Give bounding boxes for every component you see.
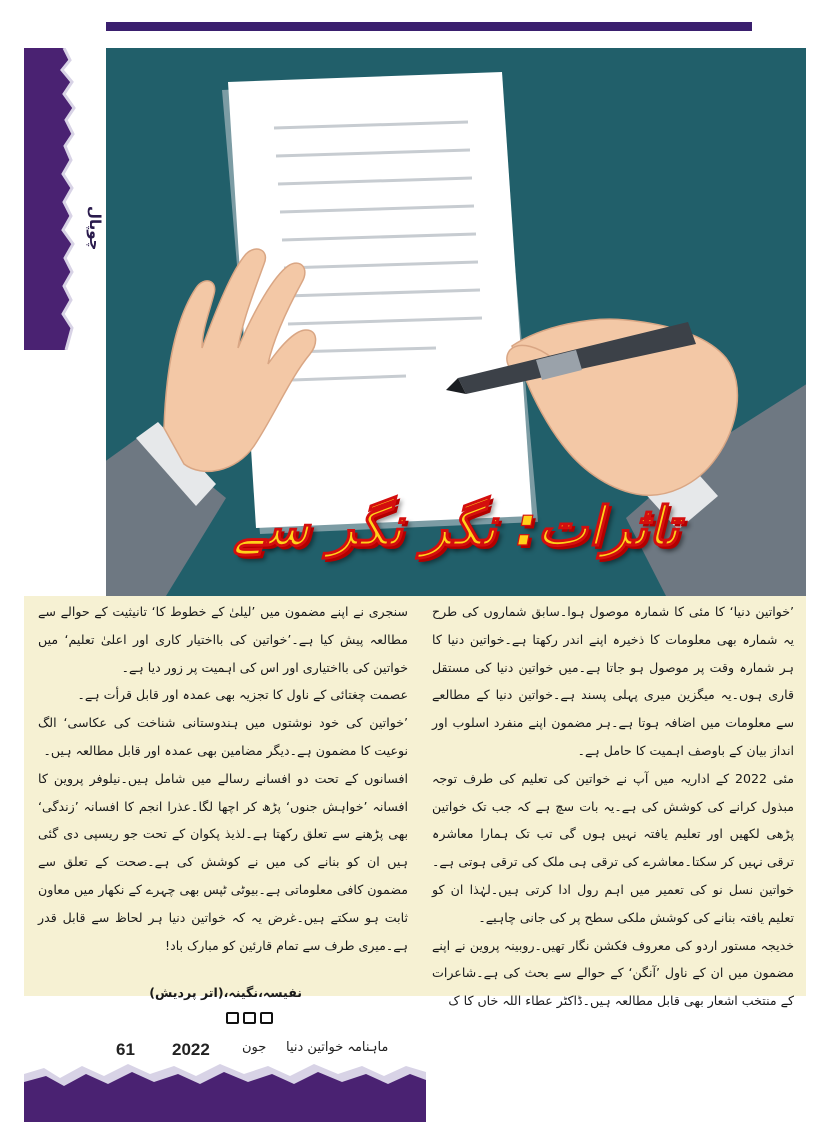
paragraph: سنجری نے اپنے مضمون میں ’لیلیٰ کے خطوط کا‘ تانیثیت کے حوالے سے مطالعہ پیش کیا ہے۔’خواتین کی بااختیار کاری اور اعلیٰ تعلیم‘ میں خواتین کی بااختیاری اور اس کی اہمیت پر زور دیا ہے۔ <box>38 604 408 675</box>
issue-month: جون <box>242 1040 267 1055</box>
paragraph: مئی 2022 کے اداریہ میں آپ نے خواتین کی تعلیم کی طرف توجہ مبذول کرانے کی کوشش کی ہے۔یہ بات سچ ہے کہ جب تک خواتین پڑھی لکھیں اور تعلیم یافتہ نہیں ہوں گی تب تک ہمارا معاشرہ ترقی نہیں کر سکتا۔معاشرے کی ترقی ہی ملک کی ترقی ہوتی ہے۔خواتین نسل نو کی تعمیر میں اہم رول ادا کرتی ہیں۔لہٰذا ان کو تعلیم یافتہ بنانے کی کوشش ملکی سطح پر کی جانی چاہیے۔ <box>432 770 795 925</box>
paragraph: عصمت چغتائی کے ناول کا تجزیہ بھی عمدہ اور قابل قرأت ہے۔ <box>77 687 408 703</box>
end-mark-icon <box>243 1012 256 1024</box>
page-footer <box>24 1030 426 1122</box>
author-signature: نفیسہ،نگینہ،(اتر پردیش) <box>149 985 302 1000</box>
article-column-left <box>38 598 408 959</box>
section-tab <box>24 48 108 350</box>
issue-year: 2022 <box>172 1040 210 1059</box>
magazine-name: ماہنامہ خواتین دنیا <box>286 1040 389 1055</box>
footer-info <box>24 1040 426 1064</box>
paragraph: ’خواتین دنیا‘ کا مئی کا شمارہ موصول ہوا۔سابق شماروں کی طرح یہ شمارہ بھی معلومات کا ذخیرہ اپنے اندر رکھتا ہے۔خواتین دنیا کا ہر شمارہ وقت پر موصول ہو جاتا ہے۔میں خواتین دنیا کی مستقل قاری ہوں۔یہ میگزین میری پہلی پسند ہے۔خواتین دنیا کے مطالعے سے معلومات میں اضافہ ہوتا ہے۔ہر مضمون اپنے منفرد اسلوب اور انداز بیان کے باوصف اہمیت کا حامل ہے۔ <box>432 604 794 758</box>
end-mark-icon <box>226 1012 239 1024</box>
end-of-article-marks <box>226 1012 274 1026</box>
paragraph: افسانوں کے تحت دو افسانے رسالے میں شامل ہیں۔نیلوفر پروین کا افسانہ ’خواہش جنوں‘ پڑھ کر اچھا لگا۔عذرا انجم کا افسانہ ’زندگی‘ بھی پڑھنے سے تعلق رکھتا ہے۔لذیذ پکوان کے تحت جو ریسپی دی گئی ہیں ان کو بنانے کی میں نے کوشش کی ہے۔صحت کے تعلق سے مضمون کافی معلوماتی ہے۔بیوٹی ٹپس بھی چہرے کے نکھار میں معاون ثابت ہو سکتے ہیں۔غرض یہ کہ خواتین دنیا ہر لحاظ سے قابل قدر ہے۔میری طرف سے تمام قارئین کو مبارک باد! <box>38 770 408 953</box>
page-number: 61 <box>116 1040 135 1059</box>
headline: تاثرات: نگر نگر سے <box>232 495 680 558</box>
top-rule <box>106 22 752 31</box>
paragraph: ’خواتین کی خود نوشتوں میں ہندوستانی شناخت کی عکاسی‘ الگ نوعیت کا مضمون ہے۔دیگر مضامین بھی عمدہ اور قابل مطالعہ ہیں۔ <box>38 715 408 758</box>
article-column-right <box>432 598 794 1015</box>
section-label: چوپال <box>86 205 104 251</box>
end-mark-icon <box>260 1012 273 1024</box>
paragraph: خدیجہ مستور اردو کی معروف فکشن نگار تھیں۔روبینہ پروین نے اپنے مضمون میں ان کے ناول ’آنگن‘ کے حوالے سے بحث کی ہے۔شاعرات کے منتخب اشعار بھی قابل مطالعہ ہیں۔ڈاکٹر عطاء اللہ خاں کا ک <box>432 937 794 1009</box>
